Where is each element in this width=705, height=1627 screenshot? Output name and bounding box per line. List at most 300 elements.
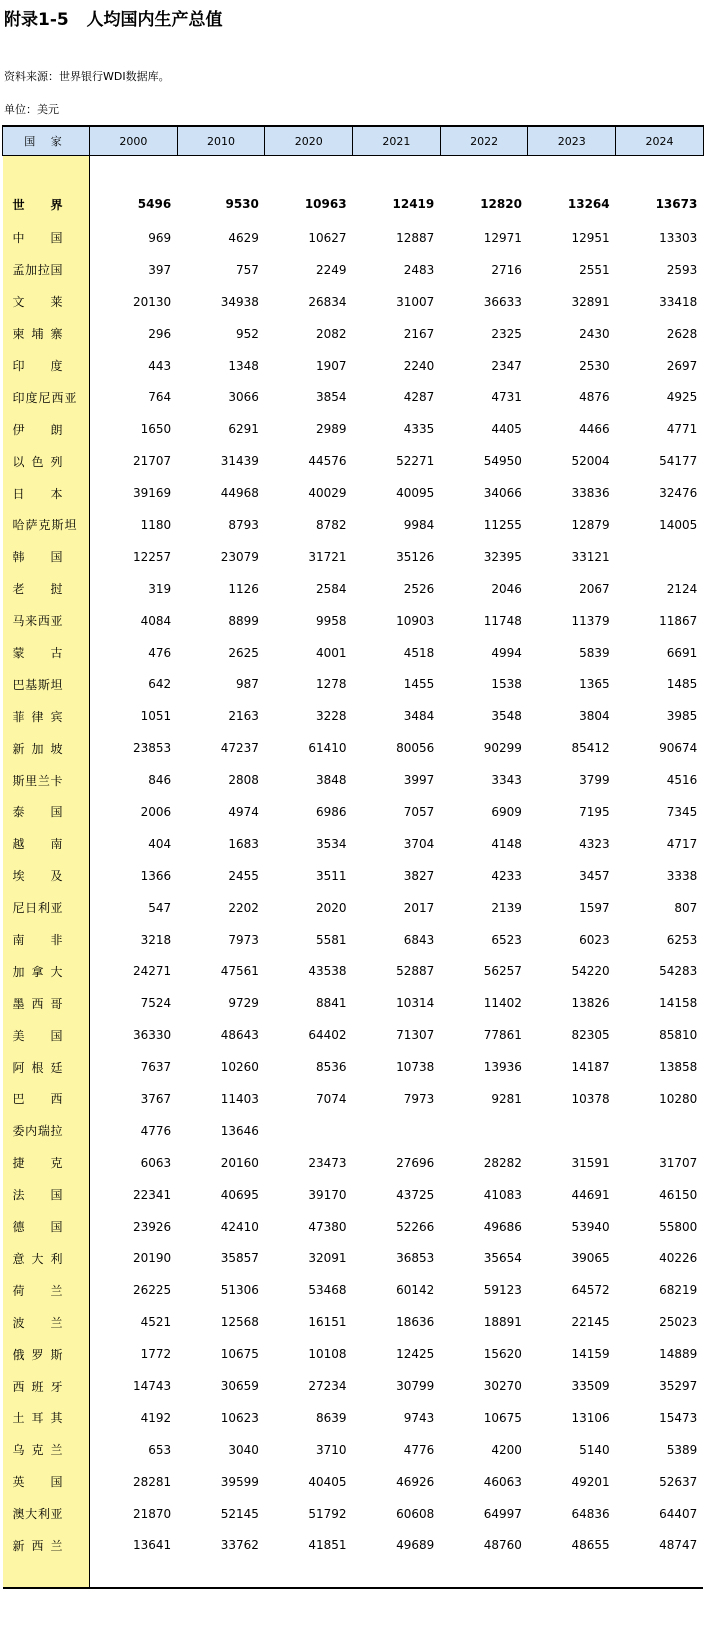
value-cell: 30659 bbox=[220, 1379, 259, 1393]
value-cell: 14158 bbox=[659, 996, 698, 1011]
value-cell: 24271 bbox=[133, 964, 172, 979]
spacer-cell bbox=[528, 156, 616, 187]
value-cell: 1278 bbox=[316, 677, 347, 692]
value-cell: 4731 bbox=[491, 390, 522, 405]
value-cell: 3228 bbox=[316, 709, 347, 724]
country-name-cell bbox=[3, 445, 90, 477]
value-cell: 476 bbox=[148, 645, 172, 660]
value-cell: 443 bbox=[148, 358, 172, 373]
table-row bbox=[3, 732, 704, 764]
value-cell: 3343 bbox=[491, 773, 522, 788]
value-cell: 7057 bbox=[403, 804, 435, 819]
country-name: 荷 兰 bbox=[12, 1283, 63, 1298]
value-cell: 14187 bbox=[571, 1060, 610, 1075]
value-cell: 44691 bbox=[571, 1187, 610, 1202]
value-cell: 32091 bbox=[308, 1251, 347, 1266]
value-cell: 14889 bbox=[659, 1347, 698, 1362]
value-cell: 36853 bbox=[396, 1251, 435, 1266]
value-cell: 2067 bbox=[579, 581, 610, 596]
value-cell: 1051 bbox=[140, 709, 172, 724]
country-name-cell bbox=[3, 222, 90, 254]
table-row bbox=[3, 509, 704, 541]
value-cell: 4192 bbox=[140, 1410, 172, 1425]
value-cell: 4233 bbox=[491, 868, 522, 883]
tail-cell bbox=[3, 1561, 90, 1588]
value-cell: 3548 bbox=[491, 709, 522, 724]
value-cell: 2046 bbox=[491, 581, 522, 596]
value-cell: 40226 bbox=[659, 1251, 698, 1266]
value-cell: 34066 bbox=[483, 486, 522, 501]
country-name: 德 国 bbox=[12, 1220, 63, 1235]
value-cell: 46926 bbox=[396, 1474, 435, 1489]
value-cell: 7637 bbox=[140, 1060, 172, 1075]
value-cell bbox=[353, 1115, 441, 1147]
country-name: 南 非 bbox=[12, 933, 63, 948]
country-name: 斯 里 兰 卡 bbox=[12, 773, 63, 788]
data-source-note: 资料来源：世界银行WDI数据库。 bbox=[4, 70, 170, 83]
table-row bbox=[3, 477, 704, 509]
value-cell: 2584 bbox=[316, 581, 347, 596]
value-cell: 33762 bbox=[220, 1538, 259, 1553]
table-row bbox=[3, 1466, 704, 1498]
value-cell: 60142 bbox=[396, 1283, 435, 1298]
value-cell: 296 bbox=[148, 326, 172, 341]
value-cell: 6909 bbox=[491, 804, 522, 819]
value-cell: 2526 bbox=[403, 581, 435, 596]
country-name-cell bbox=[3, 1115, 90, 1147]
country-name: 俄 罗 斯 bbox=[12, 1347, 63, 1362]
value-cell: 8793 bbox=[228, 517, 259, 532]
country-name-cell bbox=[3, 254, 90, 286]
value-cell: 64402 bbox=[308, 1028, 347, 1043]
value-cell: 7345 bbox=[666, 804, 698, 819]
value-cell: 4994 bbox=[491, 645, 522, 660]
value-cell: 2020 bbox=[316, 900, 347, 915]
value-cell: 642 bbox=[148, 677, 172, 692]
value-cell: 9958 bbox=[316, 613, 347, 628]
value-cell: 21870 bbox=[133, 1506, 172, 1521]
country-name: 老 挝 bbox=[12, 582, 63, 597]
country-name: 以 色 列 bbox=[12, 454, 63, 469]
value-cell: 969 bbox=[148, 230, 172, 245]
value-cell: 53468 bbox=[308, 1283, 347, 1298]
value-cell: 18891 bbox=[483, 1315, 522, 1330]
value-cell: 6986 bbox=[316, 804, 347, 819]
value-cell: 39169 bbox=[133, 486, 172, 501]
country-name: 越 南 bbox=[12, 837, 63, 852]
country-name-cell bbox=[3, 860, 90, 892]
tail-cell bbox=[177, 1561, 265, 1588]
value-cell: 11402 bbox=[483, 996, 522, 1011]
table-row bbox=[3, 1019, 704, 1051]
value-cell: 90299 bbox=[483, 741, 522, 756]
country-name: 澳 大 利 亚 bbox=[12, 1507, 63, 1522]
table-row bbox=[3, 254, 704, 286]
value-cell: 43725 bbox=[396, 1187, 435, 1202]
value-cell: 23853 bbox=[133, 741, 172, 756]
value-cell: 9530 bbox=[225, 197, 259, 211]
country-name-cell bbox=[3, 1243, 90, 1275]
table-row bbox=[3, 987, 704, 1019]
value-cell: 9743 bbox=[403, 1410, 435, 1425]
value-cell: 12425 bbox=[396, 1347, 435, 1362]
value-cell: 547 bbox=[148, 900, 172, 915]
value-cell: 21707 bbox=[133, 454, 172, 469]
value-cell: 4776 bbox=[140, 1123, 172, 1138]
value-cell: 48643 bbox=[220, 1028, 259, 1043]
value-cell: 43538 bbox=[308, 964, 347, 979]
country-name: 巴 基 斯 坦 bbox=[12, 677, 63, 692]
country-name: 土 耳 其 bbox=[12, 1411, 63, 1426]
country-name-cell bbox=[3, 509, 90, 541]
table-row bbox=[3, 381, 704, 413]
tail-row bbox=[3, 1561, 704, 1588]
value-cell: 4776 bbox=[403, 1442, 435, 1457]
page-title: 附录1-5 人均国内生产总值 bbox=[4, 10, 223, 30]
value-cell: 11379 bbox=[571, 613, 610, 628]
table-row bbox=[3, 186, 704, 222]
value-cell: 397 bbox=[148, 262, 172, 277]
value-cell: 32476 bbox=[659, 486, 698, 501]
value-cell: 6291 bbox=[228, 422, 259, 437]
country-name-cell bbox=[3, 318, 90, 350]
table-header bbox=[3, 126, 704, 156]
value-cell bbox=[616, 1115, 704, 1147]
value-cell: 12820 bbox=[480, 197, 522, 211]
country-name: 新 加 坡 bbox=[12, 741, 63, 756]
tail-cell bbox=[616, 1561, 704, 1588]
value-cell: 319 bbox=[148, 581, 172, 596]
value-cell: 8639 bbox=[316, 1410, 347, 1425]
value-cell: 64997 bbox=[483, 1506, 522, 1521]
value-cell: 13264 bbox=[567, 197, 610, 211]
value-cell: 64836 bbox=[571, 1506, 610, 1521]
value-cell: 7973 bbox=[228, 932, 259, 947]
value-cell: 41083 bbox=[483, 1187, 522, 1202]
value-cell: 3484 bbox=[403, 709, 435, 724]
value-cell: 34938 bbox=[220, 294, 259, 309]
value-cell: 3804 bbox=[579, 709, 610, 724]
value-cell: 4974 bbox=[228, 804, 259, 819]
year-column-header: 2023 bbox=[528, 126, 616, 156]
value-cell: 14159 bbox=[571, 1347, 610, 1362]
table-row bbox=[3, 1115, 704, 1147]
value-cell: 10963 bbox=[304, 197, 347, 211]
table-row bbox=[3, 668, 704, 700]
value-cell: 39065 bbox=[571, 1251, 610, 1266]
table-row bbox=[3, 541, 704, 573]
value-cell: 4518 bbox=[403, 645, 435, 660]
value-cell: 48747 bbox=[659, 1538, 698, 1553]
country-name: 文 莱 bbox=[12, 295, 63, 310]
value-cell: 2483 bbox=[403, 262, 435, 277]
table-row bbox=[3, 445, 704, 477]
value-cell: 10675 bbox=[220, 1347, 259, 1362]
country-name-cell bbox=[3, 1498, 90, 1530]
value-cell: 33418 bbox=[659, 294, 698, 309]
country-name: 中 国 bbox=[12, 231, 63, 246]
value-cell: 35297 bbox=[659, 1379, 698, 1393]
table-row bbox=[3, 350, 704, 382]
value-cell: 54283 bbox=[659, 964, 698, 979]
country-name: 哈 萨 克 斯 坦 bbox=[12, 518, 77, 533]
country-name: 韩 国 bbox=[12, 550, 63, 565]
value-cell: 6023 bbox=[579, 932, 610, 947]
value-cell: 27234 bbox=[308, 1379, 347, 1393]
value-cell: 3218 bbox=[140, 932, 172, 947]
value-cell: 15473 bbox=[659, 1410, 698, 1425]
value-cell: 2530 bbox=[579, 358, 610, 373]
value-cell: 85412 bbox=[571, 741, 610, 756]
country-name: 乌 克 兰 bbox=[12, 1443, 63, 1458]
value-cell: 13858 bbox=[659, 1060, 698, 1075]
value-cell: 2139 bbox=[491, 900, 522, 915]
value-cell: 4287 bbox=[403, 390, 435, 405]
value-cell: 3710 bbox=[316, 1442, 347, 1457]
country-name: 印 度 bbox=[12, 359, 63, 373]
value-cell: 3848 bbox=[316, 773, 347, 788]
table-row bbox=[3, 1434, 704, 1466]
value-cell: 40405 bbox=[308, 1474, 347, 1489]
country-name: 意 大 利 bbox=[12, 1251, 63, 1266]
value-cell: 22341 bbox=[133, 1187, 172, 1202]
country-name-cell bbox=[3, 764, 90, 796]
value-cell: 42410 bbox=[220, 1219, 259, 1234]
value-cell: 33836 bbox=[571, 486, 610, 501]
country-name: 马 来 西 亚 bbox=[12, 614, 63, 629]
value-cell: 40029 bbox=[308, 486, 347, 501]
country-name: 阿 根 廷 bbox=[12, 1060, 63, 1075]
value-cell: 4521 bbox=[140, 1315, 172, 1330]
value-cell: 2006 bbox=[140, 804, 172, 819]
value-cell: 4876 bbox=[579, 390, 610, 405]
value-cell: 10675 bbox=[483, 1410, 522, 1425]
country-name-cell bbox=[3, 637, 90, 669]
value-cell: 23926 bbox=[133, 1219, 172, 1234]
tail-cell bbox=[265, 1561, 353, 1588]
country-name: 波 兰 bbox=[12, 1315, 63, 1330]
value-cell: 7973 bbox=[403, 1091, 435, 1106]
value-cell bbox=[616, 541, 704, 573]
value-cell: 49689 bbox=[396, 1538, 435, 1553]
value-cell: 54220 bbox=[571, 964, 610, 979]
value-cell: 64407 bbox=[659, 1506, 698, 1521]
spacer-cell bbox=[265, 156, 353, 187]
value-cell: 10108 bbox=[308, 1347, 347, 1362]
table-row bbox=[3, 1370, 704, 1402]
country-name-cell bbox=[3, 1274, 90, 1306]
value-cell: 35857 bbox=[220, 1251, 259, 1266]
value-cell: 22145 bbox=[571, 1315, 610, 1330]
value-cell: 30270 bbox=[483, 1379, 522, 1393]
value-cell: 35126 bbox=[396, 549, 435, 564]
year-column-header: 2000 bbox=[90, 126, 178, 156]
country-name-cell bbox=[3, 541, 90, 573]
value-cell: 3997 bbox=[403, 773, 435, 788]
table-row bbox=[3, 764, 704, 796]
table-row bbox=[3, 605, 704, 637]
value-cell: 5496 bbox=[137, 197, 172, 211]
value-cell: 952 bbox=[235, 326, 259, 341]
value-cell: 31007 bbox=[396, 294, 435, 309]
value-cell: 11255 bbox=[483, 517, 522, 532]
country-name-cell bbox=[3, 605, 90, 637]
value-cell: 9729 bbox=[228, 996, 259, 1011]
value-cell: 3534 bbox=[316, 836, 347, 851]
year-column-header: 2020 bbox=[265, 126, 353, 156]
value-cell: 10378 bbox=[571, 1091, 610, 1106]
value-cell: 2551 bbox=[579, 262, 610, 277]
country-name-cell bbox=[3, 1530, 90, 1562]
country-name: 尼 日 利 亚 bbox=[12, 901, 63, 916]
country-name-cell bbox=[3, 1370, 90, 1402]
value-cell: 71307 bbox=[396, 1028, 435, 1043]
value-cell: 8782 bbox=[316, 517, 347, 532]
spacer-cell bbox=[3, 156, 90, 187]
value-cell: 6063 bbox=[140, 1155, 172, 1170]
spacer-cell bbox=[616, 156, 704, 187]
value-cell: 2249 bbox=[316, 262, 347, 277]
value-cell: 2808 bbox=[228, 773, 259, 788]
value-cell: 1126 bbox=[228, 581, 259, 596]
value-cell: 90674 bbox=[659, 741, 698, 756]
value-cell: 39599 bbox=[220, 1474, 259, 1489]
spacer-cell bbox=[90, 156, 178, 187]
country-name: 捷 克 bbox=[12, 1156, 63, 1171]
year-column-header: 2024 bbox=[616, 126, 704, 156]
value-cell: 1348 bbox=[228, 358, 259, 373]
table-row bbox=[3, 573, 704, 605]
value-cell: 2697 bbox=[666, 358, 698, 373]
country-name-cell bbox=[3, 668, 90, 700]
value-cell: 1772 bbox=[140, 1347, 172, 1362]
value-cell: 52271 bbox=[396, 454, 435, 469]
country-name-cell bbox=[3, 1179, 90, 1211]
table-row bbox=[3, 796, 704, 828]
year-column-header: 2010 bbox=[177, 126, 265, 156]
value-cell: 3854 bbox=[316, 390, 347, 405]
value-cell: 3338 bbox=[666, 868, 698, 883]
value-cell: 6843 bbox=[403, 932, 435, 947]
value-cell: 80056 bbox=[396, 741, 435, 756]
value-cell: 10314 bbox=[396, 996, 435, 1011]
gdp-per-capita-table bbox=[2, 125, 704, 1589]
country-name-cell bbox=[3, 1147, 90, 1179]
table-row bbox=[3, 1498, 704, 1530]
country-name-cell bbox=[3, 955, 90, 987]
value-cell: 7074 bbox=[316, 1091, 347, 1106]
value-cell: 4084 bbox=[140, 613, 172, 628]
value-cell: 4001 bbox=[316, 645, 347, 660]
table-row bbox=[3, 924, 704, 956]
value-cell: 56257 bbox=[483, 964, 522, 979]
value-cell: 3827 bbox=[403, 868, 435, 883]
value-cell: 3704 bbox=[403, 836, 435, 851]
value-cell: 13303 bbox=[659, 230, 698, 245]
value-cell: 1683 bbox=[228, 836, 259, 851]
value-cell: 3040 bbox=[228, 1442, 259, 1457]
table-row bbox=[3, 286, 704, 318]
value-cell: 47561 bbox=[220, 964, 259, 979]
value-cell: 1455 bbox=[403, 677, 435, 692]
value-cell: 12951 bbox=[571, 230, 610, 245]
value-cell: 46150 bbox=[659, 1187, 698, 1202]
value-cell: 10738 bbox=[396, 1060, 435, 1075]
value-cell: 82305 bbox=[571, 1028, 610, 1043]
value-cell: 27696 bbox=[396, 1155, 435, 1170]
value-cell: 404 bbox=[148, 836, 172, 851]
country-name: 埃 及 bbox=[12, 869, 63, 884]
value-cell: 31707 bbox=[659, 1155, 698, 1170]
table-row bbox=[3, 892, 704, 924]
value-cell: 2347 bbox=[491, 358, 522, 373]
value-cell: 52637 bbox=[659, 1474, 698, 1489]
table-row bbox=[3, 1338, 704, 1370]
value-cell: 8899 bbox=[228, 613, 259, 628]
country-name: 菲 律 宾 bbox=[12, 709, 63, 724]
value-cell: 23473 bbox=[308, 1155, 347, 1170]
country-name-cell bbox=[3, 1338, 90, 1370]
country-name-cell bbox=[3, 477, 90, 509]
value-cell: 10627 bbox=[308, 230, 347, 245]
value-cell: 12887 bbox=[396, 230, 435, 245]
value-cell: 2325 bbox=[491, 326, 522, 341]
country-name-cell bbox=[3, 828, 90, 860]
country-name: 委 内 瑞 拉 bbox=[12, 1124, 63, 1139]
value-cell: 32891 bbox=[571, 294, 610, 309]
value-cell: 2989 bbox=[316, 422, 347, 437]
value-cell: 64572 bbox=[571, 1283, 610, 1298]
value-cell: 61410 bbox=[308, 741, 347, 756]
country-name: 英 国 bbox=[12, 1475, 63, 1490]
value-cell: 7524 bbox=[140, 996, 172, 1011]
table-row bbox=[3, 700, 704, 732]
value-cell: 28282 bbox=[483, 1155, 522, 1170]
value-cell: 10903 bbox=[396, 613, 435, 628]
table-row bbox=[3, 1530, 704, 1562]
table-row bbox=[3, 1402, 704, 1434]
gdp-per-capita-table-container bbox=[2, 125, 703, 1589]
year-column-header: 2021 bbox=[353, 126, 441, 156]
value-cell: 32395 bbox=[483, 549, 522, 564]
value-cell: 4466 bbox=[579, 422, 610, 437]
country-name-cell bbox=[3, 381, 90, 413]
country-name-cell bbox=[3, 1051, 90, 1083]
value-cell: 4771 bbox=[666, 422, 698, 437]
value-cell: 2625 bbox=[228, 645, 259, 660]
value-cell: 1597 bbox=[579, 900, 610, 915]
value-cell: 12971 bbox=[483, 230, 522, 245]
value-cell: 55800 bbox=[659, 1219, 698, 1234]
value-cell: 36330 bbox=[133, 1028, 172, 1043]
value-cell: 1907 bbox=[316, 358, 347, 373]
value-cell: 54177 bbox=[659, 454, 698, 469]
value-cell: 8536 bbox=[316, 1060, 347, 1075]
country-name-cell bbox=[3, 1466, 90, 1498]
country-name-cell bbox=[3, 924, 90, 956]
value-cell: 14743 bbox=[133, 1379, 172, 1393]
country-name-cell bbox=[3, 1019, 90, 1051]
value-cell: 44968 bbox=[220, 486, 259, 501]
value-cell: 52266 bbox=[396, 1219, 435, 1234]
value-cell: 51792 bbox=[308, 1506, 347, 1521]
value-cell: 35654 bbox=[483, 1251, 522, 1266]
value-cell: 31721 bbox=[308, 549, 347, 564]
table-row bbox=[3, 1274, 704, 1306]
table-row bbox=[3, 1306, 704, 1338]
country-name: 西 班 牙 bbox=[12, 1379, 63, 1394]
value-cell: 15620 bbox=[483, 1347, 522, 1362]
